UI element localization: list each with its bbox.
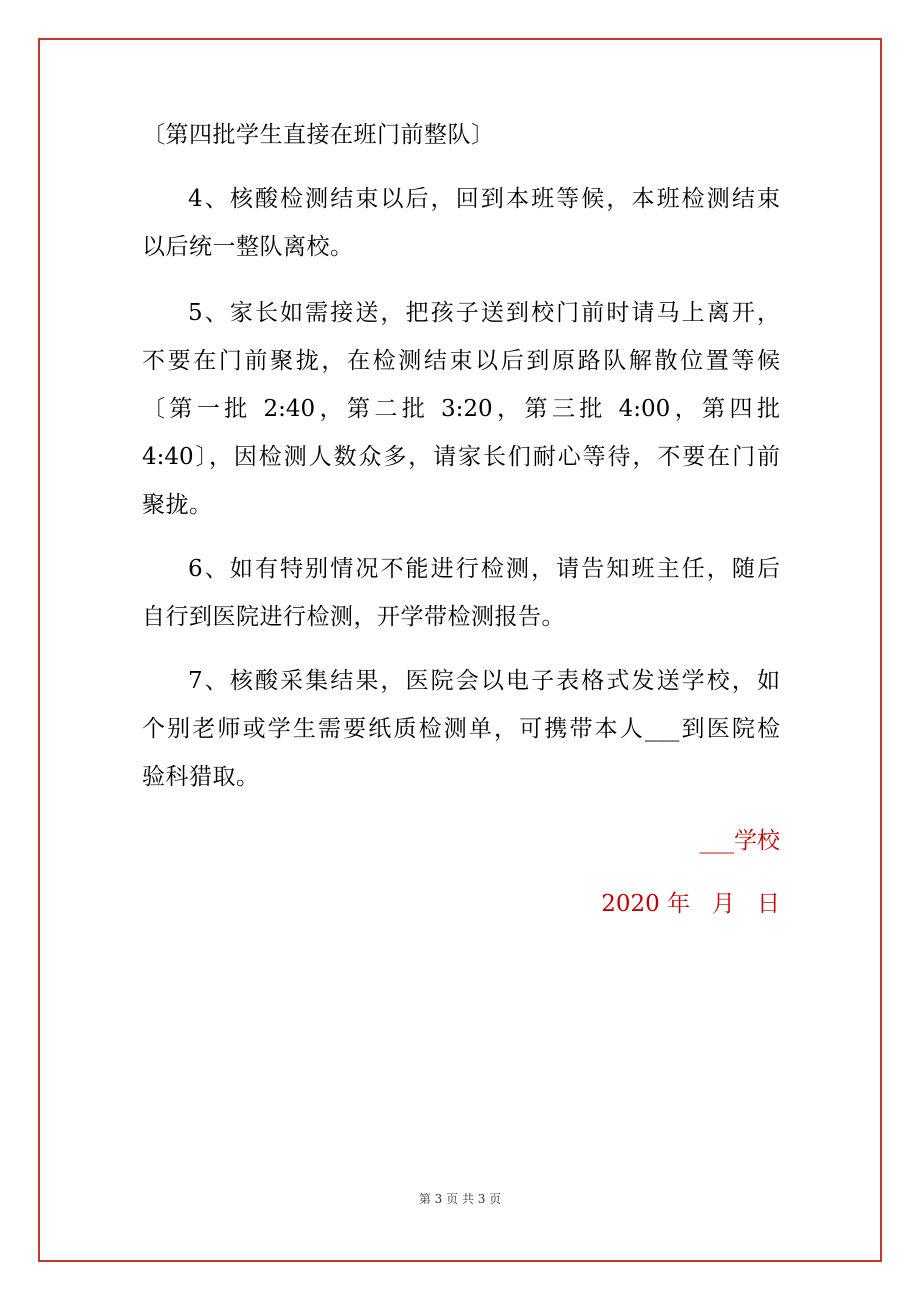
item-6-line-2: 自行到医院进行检测，开学带检测报告。 [142, 604, 565, 630]
item-5-line-2: 不要在门前聚拢，在检测结束以后到原路队解散位置等候 [142, 348, 780, 374]
item-7-line-2: 个别老师或学生需要纸质检测单，可携带本人___到医院检 [142, 716, 780, 742]
item-5-line-3: 〔第一批 2:40，第二批 3:20，第三批 4:00，第四批 [142, 396, 780, 422]
item-5-line-4: 4:40〕，因检测人数众多，请家长们耐心等待，不要在门前 [142, 444, 780, 470]
signature-school: ___学校 [699, 828, 780, 854]
paragraph-3-continuation: 〔第四批学生直接在班门前整队〕 [142, 122, 495, 148]
item-5-line-1: 5、家长如需接送，把孩子送到校门前时请马上离开， [188, 300, 780, 326]
item-4-line-2: 以后统一整队离校。 [142, 234, 354, 260]
item-7-line-3: 验科猎取。 [142, 764, 260, 790]
item-5-line-5: 聚拢。 [142, 492, 213, 518]
item-6-line-1: 6、如有特别情况不能进行检测，请告知班主任，随后 [188, 556, 780, 582]
item-7-line-1: 7、核酸采集结果，医院会以电子表格式发送学校，如 [188, 668, 780, 694]
signature-date: 2020 年 月 日 [601, 891, 780, 917]
page-footer: 第 3 页 共 3 页 [418, 1192, 502, 1206]
page-border [38, 38, 882, 1262]
item-4-line-1: 4、核酸检测结束以后，回到本班等候，本班检测结束 [188, 186, 780, 212]
